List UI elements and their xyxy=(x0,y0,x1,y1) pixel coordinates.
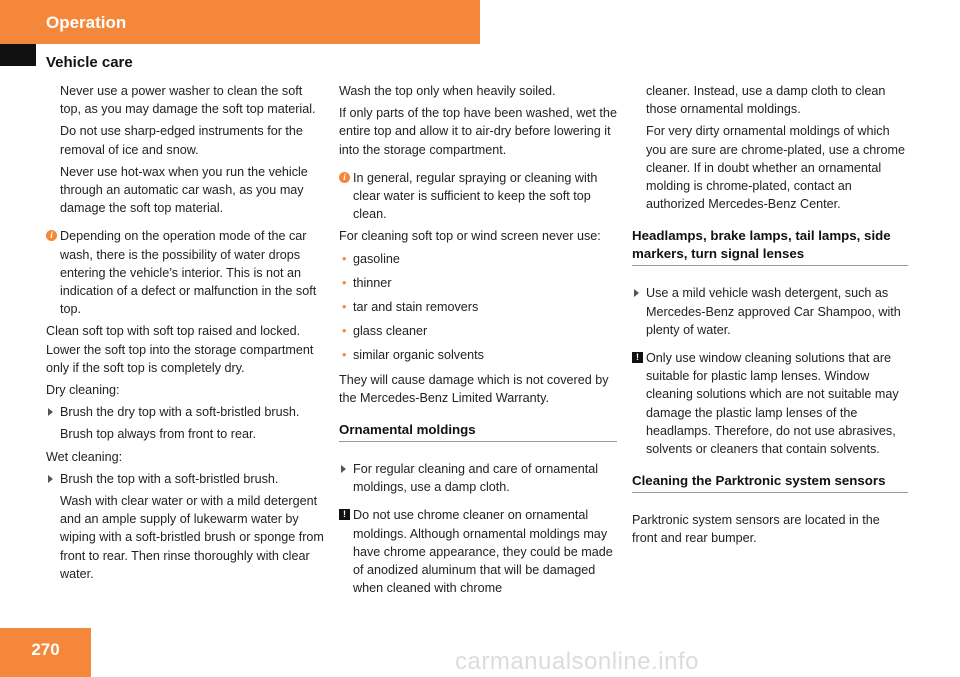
section-title: Operation xyxy=(46,13,127,32)
section-heading: Headlamps, brake lamps, tail lamps, side markers, turn signal lenses xyxy=(632,227,908,266)
list-item: • tar and stain removers xyxy=(339,298,617,316)
watermark: carmanualsonline.info xyxy=(455,648,699,675)
subsection-marker xyxy=(0,44,36,66)
paragraph: Parktronic system sensors are located in the front and rear bumper. xyxy=(632,513,880,546)
info-note xyxy=(339,169,617,224)
warning-text: Do not use chrome cleaner on ornamental moldings. Although ornamental moldings may have chrome appearance, they could be made of anodized aluminum that will be damaged when cleaned with chrome xyxy=(353,508,613,596)
paragraph: They will cause damage which is not covered by the Mercedes-Benz Limited Warranty. xyxy=(339,372,609,405)
instruction-step: Brush the top with a soft-bristled brush. xyxy=(46,470,324,488)
wet-cleaning-label: Wet cleaning: xyxy=(46,449,123,464)
paragraph: cleaner. Instead, use a damp cloth to clean those ornamental moldings. xyxy=(646,84,886,117)
paragraph: If only parts of the top have been washed, wet the entire top and allow it to air-dry before lowering it into the storage compartment. xyxy=(339,106,617,157)
list-item: • thinner xyxy=(339,274,617,292)
paragraph: Never use hot-wax when you run the vehicle through an automatic car wash, as you may damage the soft top material. xyxy=(60,164,308,216)
instruction-step: Use a mild vehicle wash detergent, such as Mercedes-Benz approved Car Shampoo, with plenty of water. xyxy=(632,284,908,339)
info-note xyxy=(46,227,324,318)
paragraph: Wash the top only when heavily soiled. xyxy=(339,84,556,98)
paragraph: Never use a power washer to clean the soft top, as you may damage the soft top material. xyxy=(60,84,316,117)
paragraph: Do not use sharp-edged instruments for the removal of ice and snow. xyxy=(60,124,303,157)
dry-cleaning-label: Dry cleaning: xyxy=(46,383,120,398)
info-icon: i xyxy=(46,230,57,241)
paragraph: For very dirty ornamental moldings of which you are sure are chrome-plated, use a chrome cleaner. If in doubt whether an ornamental molding is chrome-plated, contact an authorized Mercedes-Benz Center. xyxy=(646,124,906,212)
paragraph: Clean soft top with soft top raised and locked. Lower the soft top into the storage compartment only if the soft top is completely dry. xyxy=(46,324,314,375)
column-2 xyxy=(339,82,617,601)
instruction-detail: Wash with clear water or with a mild detergent and an ample supply of lukewarm water by wiping with a soft-bristled brush or sponge from front to rear. Then rinse thoroughly with clear water. xyxy=(60,494,324,581)
list-item: • similar organic solvents xyxy=(339,346,617,364)
page-number-box xyxy=(0,628,91,677)
info-text: In general, regular spraying or cleaning with clear water is sufficient to keep the soft top clean. xyxy=(353,170,598,222)
section-heading: Cleaning the Parktronic system sensors xyxy=(632,472,908,493)
subsection-title: Vehicle care xyxy=(46,54,133,71)
instruction-step: For regular cleaning and care of ornamental moldings, use a damp cloth. xyxy=(339,460,617,496)
warning-icon: ! xyxy=(339,509,350,520)
info-text: Depending on the operation mode of the car wash, there is the possibility of water drops entering the vehicle’s interior. This is not an indication of a defect or malfunction in the soft top. xyxy=(60,229,317,317)
column-1 xyxy=(46,82,324,587)
info-icon: i xyxy=(339,172,350,183)
warning-text: Only use window cleaning solutions that are suitable for plastic lamp lenses. Window cleaning solutions which are not suitable may damage the plastic lamp lenses of the headlamps. Therefore, do not use abrasives, solvents or cleaners that contain solvents. xyxy=(646,351,899,457)
list-item: • glass cleaner xyxy=(339,322,617,340)
paragraph: For cleaning soft top or wind screen never use: xyxy=(339,229,601,244)
warning-note xyxy=(632,349,908,458)
warning-icon: ! xyxy=(632,352,643,363)
instruction-step: Brush the dry top with a soft-bristled brush. xyxy=(46,403,324,421)
section-heading: Ornamental moldings xyxy=(339,421,617,442)
instruction-detail: Brush top always from front to rear. xyxy=(60,427,256,442)
column-3 xyxy=(632,82,908,552)
page-number: 270 xyxy=(31,640,60,659)
list-item: • gasoline xyxy=(339,250,617,268)
section-header-bar xyxy=(0,0,480,44)
warning-note xyxy=(339,506,617,597)
